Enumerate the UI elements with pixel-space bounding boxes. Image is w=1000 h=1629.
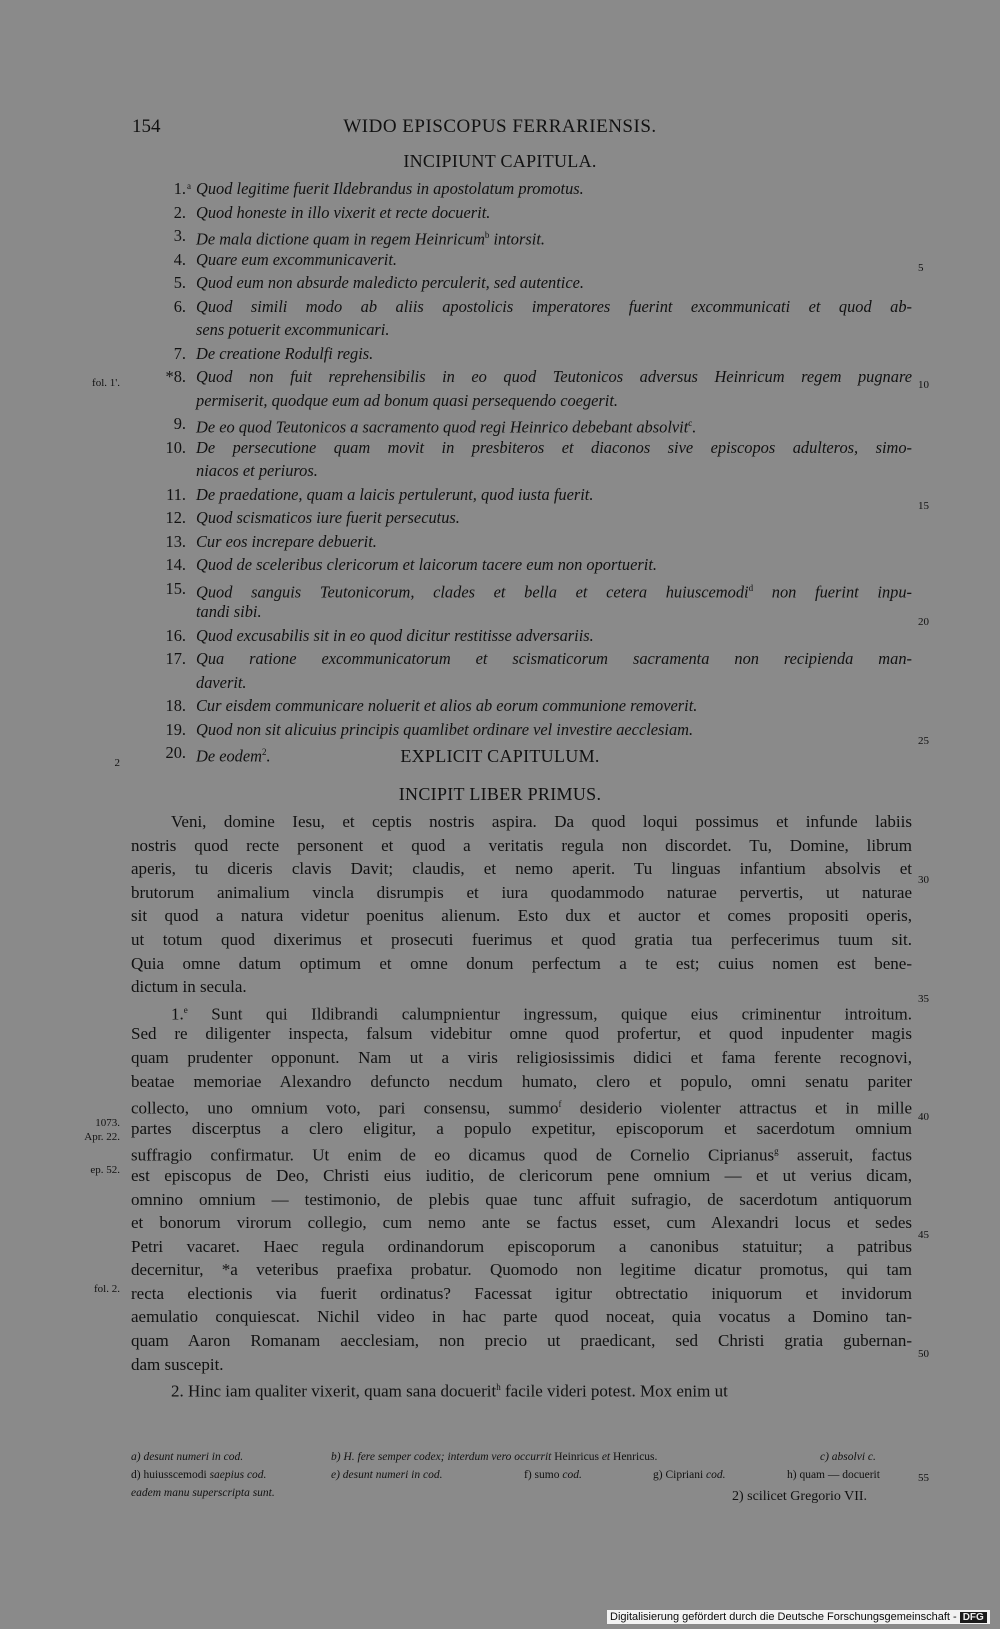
line-number-50: 50 bbox=[918, 1348, 929, 1360]
capitulum-text bbox=[196, 577, 912, 624]
capitulum-text bbox=[196, 436, 912, 483]
capitulum-line: De praedatione, quam a laicis pertulerunt, quod iusta fuerit. bbox=[196, 484, 594, 504]
capitulum-text bbox=[196, 483, 912, 507]
margin-note-2: 2 bbox=[114, 757, 120, 769]
line-number-25: 25 bbox=[918, 735, 929, 747]
capitulum-item bbox=[156, 718, 916, 742]
capitulum-line: Quod simili modo ab aliis apostolicis imperatores fuerint excommunicati et quod ab- bbox=[196, 296, 912, 316]
capitulum-text bbox=[196, 224, 912, 248]
capitulum-text bbox=[196, 342, 912, 366]
margin-date: Apr. 22. bbox=[84, 1131, 120, 1143]
text-line: aperis, tu diceris clavis Davit; claudis, et nemo aperit. Tu linguas infantium absolvis et bbox=[131, 859, 912, 879]
heading-explicit-capitulum: EXPLICIT CAPITULUM. bbox=[400, 746, 600, 766]
text-line: omnino omnium — testimonio, de plebis quae tunc affuit sufragio, de sacerdotum antiquorum bbox=[131, 1189, 912, 1209]
capitulum-line: sens potuerit excommunicari. bbox=[196, 320, 390, 339]
capitulum-line: Cur eos increpare debuerit. bbox=[196, 531, 377, 551]
capitulum-item bbox=[156, 177, 916, 201]
capitulum-number: 4. bbox=[173, 249, 186, 269]
capitulum-line: Quod eum non absurde maledicto perculerit, sed autentice. bbox=[196, 273, 584, 292]
text-line: brutorum animalium vincla disrumpis et iura quodammodo naturae pervertis, ut naturae bbox=[131, 882, 912, 902]
text-line: suffragio confirmatur. Ut enim de eo dicamus quod de Cornelio Ciprianus$^g$ asseruit, factus bbox=[131, 1145, 912, 1165]
capitulum-number: 14. bbox=[165, 555, 186, 574]
footnote-f: f) sumo cod. bbox=[524, 1469, 582, 1481]
capitulum-text bbox=[196, 553, 912, 577]
text-line: Quia omne datum optimum et omne donum perfectum a te est; cuius nomen est bene- bbox=[131, 953, 912, 973]
capitulum-line: De mala dictione quam in regem Heinricum$^b$ intorsit. bbox=[196, 229, 545, 249]
capitulum-number: 11. bbox=[166, 484, 186, 504]
capitulum-text bbox=[196, 248, 912, 272]
capitulum-number: 6. bbox=[173, 296, 186, 316]
line-number-5: 5 bbox=[918, 262, 924, 274]
running-title: WIDO EPISCOPUS FERRARIENSIS. bbox=[343, 116, 657, 137]
capitulum-item bbox=[156, 553, 916, 577]
page-number: 154 bbox=[132, 116, 161, 137]
text-line: Sed re diligenter inspecta, falsum videbitur omne quod profertur, et quod inpudenter magis bbox=[131, 1024, 912, 1044]
text-line: Petri vacaret. Haec regula ordinandorum episcoporum a canonibus statuitur; a patribus bbox=[131, 1236, 912, 1256]
line-number-55: 55 bbox=[918, 1472, 929, 1484]
text-line: dam suscepit. bbox=[131, 1354, 224, 1374]
capitulum-line: daverit. bbox=[196, 672, 247, 692]
line-number-35: 35 bbox=[918, 993, 929, 1005]
capitulum-line: Qua ratione excommunicatorum et scismaticorum sacramenta non recipienda man- bbox=[196, 649, 912, 668]
paragraph-chapter-2 bbox=[131, 1376, 912, 1400]
capitulum-number: 15. bbox=[165, 578, 186, 598]
capitulum-number: 18. bbox=[165, 696, 186, 715]
line-number-15: 15 bbox=[918, 500, 929, 512]
capitulum-number: 12. bbox=[165, 508, 186, 527]
capitulum-line: Quod non fuit reprehensibilis in eo quod Teutonicos adversus Heinricum regem pugnare bbox=[196, 367, 912, 386]
capitulum-item bbox=[156, 295, 916, 342]
capitulum-text bbox=[196, 647, 912, 694]
capitulum-item bbox=[156, 647, 916, 694]
capitulum-number: 2. bbox=[173, 202, 186, 222]
capitulum-item bbox=[156, 577, 916, 624]
capitulum-number: 7. bbox=[173, 343, 186, 363]
text-line: decernitur, *a veteribus praefixa probatur. Quomodo non legitime dicatur promotus, qui tam bbox=[131, 1260, 912, 1280]
footnote-b: b) H. fere semper codex; interdum vero occurrit Heinricus et Henricus. bbox=[331, 1451, 658, 1463]
capitulum-number: 1. bbox=[173, 179, 186, 198]
margin-folio-2: fol. 2. bbox=[94, 1283, 120, 1295]
text-line: sit quod a natura videtur poenitus alienum. Esto dux et auctor et comes propositi operis, bbox=[131, 906, 912, 926]
paragraph-chapter-1 bbox=[131, 999, 912, 1377]
capitulum-line: De persecutione quam movit in presbiteros et diaconos sive episcopos adulteros, simo- bbox=[196, 437, 912, 457]
capitulum-line: Quod honeste in illo vixerit et recte docuerit. bbox=[196, 202, 491, 222]
capitulum-item bbox=[156, 506, 916, 530]
line-number-30: 30 bbox=[918, 874, 929, 886]
text-line: ut totum quod dixerimus et prosecuti fuerimus et quod gratia tua perfecerimus tuum sit. bbox=[131, 929, 912, 949]
capitulum-number: *8. bbox=[165, 367, 186, 386]
footnote-h-continued: eadem manu superscripta sunt. bbox=[131, 1487, 275, 1499]
footnote-e: e) desunt numeri in cod. bbox=[331, 1469, 443, 1481]
capitulum-line: Cur eisdem communicare noluerit et alios ab eorum communione removerit. bbox=[196, 696, 698, 715]
capitulum-item bbox=[156, 224, 916, 248]
capitulum-number: 10. bbox=[165, 437, 186, 457]
text-line: aemulatio conquiescat. Nichil video in hac parte quod noceat, quia vocatus a Domino tan- bbox=[131, 1307, 912, 1327]
capitulum-text bbox=[196, 271, 912, 295]
footnote-c: c) absolvi c. bbox=[820, 1451, 876, 1463]
capitulum-item bbox=[156, 248, 916, 272]
footnote-2: 2) scilicet Gregorio VII. bbox=[732, 1489, 868, 1504]
text-line: quam Aaron Romanam aecclesiam, non precio ut praedicant, sed Christi gratia gubernan- bbox=[131, 1331, 912, 1351]
heading-incipit-liber-primus: INCIPIT LIBER PRIMUS. bbox=[398, 784, 602, 804]
text-line: collecto, uno omnium voto, pari consensu, summo$^f$ desiderio violenter attractus et in mille bbox=[131, 1098, 913, 1118]
line-number-10: 10 bbox=[918, 379, 929, 391]
capitulum-line: Quod non sit alicuius principis quamlibet ordinare vel investire aecclesiam. bbox=[196, 719, 694, 739]
capitulum-item bbox=[156, 694, 916, 718]
capitulum-item bbox=[156, 483, 916, 507]
heading-incipiunt-capitula: INCIPIUNT CAPITULA. bbox=[403, 151, 597, 171]
capitulum-line: De creatione Rodulfi regis. bbox=[196, 343, 374, 363]
running-header bbox=[0, 116, 1000, 142]
capitulum-line: Quod de sceleribus clericorum et laicorum tacere eum non oportuerit. bbox=[196, 555, 657, 574]
capitulum-text bbox=[196, 365, 912, 412]
capitulum-number: 19. bbox=[165, 719, 186, 739]
text-line: 1.$^e$ Sunt qui Ildibrandi calumpnientur ingressum, quique eius criminentur introitum. bbox=[171, 1004, 912, 1024]
capitulum-item bbox=[156, 530, 916, 554]
capitulum-number: 3. bbox=[173, 226, 186, 245]
text-line: nostris quod recte personent et quod a veritatis regula non discordet. Tu, Domine, librum bbox=[131, 835, 912, 855]
capitulum-line: De eodem$^2$. bbox=[196, 746, 271, 766]
main-text bbox=[131, 810, 912, 1400]
capitulum-text bbox=[196, 624, 912, 648]
text-line: Veni, domine Iesu, et ceptis nostris aspira. Da quod loqui possimus et infunde labiis bbox=[171, 812, 912, 831]
capitulum-item bbox=[156, 412, 916, 436]
line-number-20: 20 bbox=[918, 616, 929, 628]
capitulum-text bbox=[196, 177, 912, 201]
capitulum-text bbox=[196, 295, 912, 342]
capitulum-number: 9. bbox=[173, 414, 186, 433]
capitulum-text bbox=[196, 530, 912, 554]
capitulum-number: 17. bbox=[165, 649, 186, 668]
footnote-a: a) desunt numeri in cod. bbox=[131, 1451, 244, 1463]
footnote-marker: a bbox=[187, 181, 191, 191]
capitulum-item bbox=[156, 624, 916, 648]
text-line: partes discerptus a clero eligitur, a populo expetitur, episcoporum et sacerdotum omnium bbox=[131, 1118, 912, 1138]
capitulum-text bbox=[196, 694, 912, 718]
text-line: et bonorum virorum collegio, cum nemo ante se factus esset, cum Alexandri locus et sedes bbox=[131, 1213, 912, 1233]
margin-folio-1v: fol. 1'. bbox=[92, 377, 120, 389]
capitulum-line: Quod scismaticos iure fuerit persecutus. bbox=[196, 508, 460, 527]
capitulum-item bbox=[156, 436, 916, 483]
margin-year: 1073. bbox=[95, 1117, 120, 1129]
capitulum-item bbox=[156, 201, 916, 225]
text-line: dictum in secula. bbox=[131, 977, 247, 997]
capitulum-text bbox=[196, 718, 912, 742]
margin-epistle: ep. 52. bbox=[90, 1164, 120, 1176]
capitulum-line: Quod legitime fuerit Ildebrandus in apostolatum promotus. bbox=[196, 179, 584, 198]
capitulum-line: Quod sanguis Teutonicorum, clades et bella et cetera huiuscemodi$^d$ non fuerint inpu- bbox=[196, 581, 912, 601]
footnote-h: h) quam — docuerit bbox=[787, 1469, 880, 1481]
text-line: beatae memoriae Alexandro defuncto necdum humato, clero et populo, omni senatu pariter bbox=[131, 1071, 912, 1091]
footnote-d: d) huiusscemodi saepius cod. bbox=[131, 1469, 267, 1481]
capitulum-item bbox=[156, 271, 916, 295]
capitulum-line: niacos et periuros. bbox=[196, 461, 318, 480]
capitulum-line: permiserit, quodque eum ad bonum quasi persequendo coegerit. bbox=[196, 390, 618, 410]
line-number-45: 45 bbox=[918, 1229, 929, 1241]
text-line: 2. Hinc iam qualiter vixerit, quam sana docuerit$^h$ facile videri potest. Mox enim ut bbox=[171, 1381, 728, 1401]
text-line: quam prudenter opponunt. Nam ut a viris religiosissimis didici et fama ferente recognovi, bbox=[131, 1047, 912, 1067]
capitulum-text bbox=[196, 506, 912, 530]
capitulum-item bbox=[156, 342, 916, 366]
capitulum-number: 20. bbox=[165, 743, 186, 762]
capitulum-item bbox=[156, 365, 916, 412]
capitulum-number: 13. bbox=[165, 531, 186, 551]
dfg-logo: DFG bbox=[960, 1612, 987, 1623]
capitulum-number: 5. bbox=[173, 273, 186, 292]
capitulum-line: tandi sibi. bbox=[196, 602, 262, 621]
digitization-credit: Digitalisierung gefördert durch die Deutsche Forschungsgemeinschaft - DFG bbox=[607, 1610, 990, 1624]
capitulum-text bbox=[196, 412, 912, 436]
text-line: est episcopus de Deo, Christi eius iuditio, de clericorum pene omnium — et ut verius dicam, bbox=[131, 1165, 912, 1185]
capitulum-text bbox=[196, 201, 912, 225]
capitulum-line: Quod excusabilis sit in eo quod dicitur restitisse adversariis. bbox=[196, 625, 594, 645]
footnote-g: g) Cipriani cod. bbox=[653, 1469, 726, 1481]
capitulum-line: Quare eum excommunicaverit. bbox=[196, 249, 398, 269]
paragraph-invocation bbox=[131, 810, 912, 999]
capitulum-line: De eo quod Teutonicos a sacramento quod regi Heinrico debebant absolvit$^c$. bbox=[196, 417, 697, 437]
line-number-40: 40 bbox=[918, 1111, 929, 1123]
text-line: recta electionis via fuerit ordinatus? Facessat igitur obtrectatio iniquorum et invidorum bbox=[131, 1283, 912, 1303]
capitulum-number: 16. bbox=[165, 625, 186, 645]
